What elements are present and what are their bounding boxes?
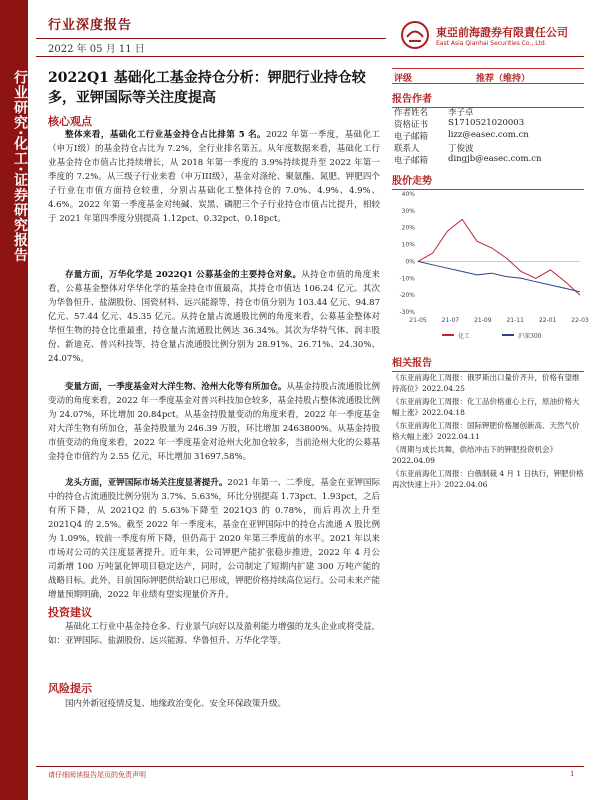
analyst-row <box>392 142 584 154</box>
analyst-key: 资格证书 <box>394 120 429 130</box>
paragraph-lead: 变量方面，一季度基金对大洋生物、沧州大化等有所加仓。 <box>65 382 287 392</box>
x-tick-label: 21-05 <box>409 317 427 324</box>
risk-text: 国内外新冠疫情反复、地缘政治变化、安全环保政策升级。 <box>65 699 287 709</box>
related-heading: 相关报告 <box>392 354 584 372</box>
risk-heading: 风险提示 <box>48 682 92 695</box>
sidebar <box>0 0 28 800</box>
trend-heading: 股价走势 <box>392 172 584 190</box>
legend-label-chem: 化工 <box>458 333 471 340</box>
paragraph-stock <box>48 268 380 366</box>
series-line-hs300 <box>418 261 580 291</box>
paragraph-body: 2022 年第一季度，基础化工（申万I级）的基金持仓占比为 7.2%，全行业排名第五。从年度数据来看，基础化工行业基金持仓市值占比持续增长，从 2018 年第一季度的 3.9%持续提升至 2022 年第一季度的 7.2%。从三级子行业来看（申万III级），基金对涤纶、聚氨酯、氮肥、钾肥四个子行业在市值方面持仓较重，分别占基础化工整体持仓的 7.0%、4.9%、4.9%、4.6%。2022 年第一季度基金对纯碱、炭黑、磷肥三个子行业持仓市值占比提升，相较于 2021 年第四季度分别提高 1.12pct、0.32pct、0.18pct。 <box>48 130 380 224</box>
invest-text: 基础化工行业中基金持仓多、行业景气向好以及盈利能力增强的龙头企业或将受益，如：亚钾国际、盐湖股份、远兴能源、华鲁恒升、万华化学等。 <box>48 622 380 646</box>
paragraph-lead: 整体来看，基础化工行业基金持仓占比排第 5 名。 <box>65 130 267 140</box>
paragraph-lead: 龙头方面，亚钾国际市场关注度显著提升。 <box>65 478 228 488</box>
legend-swatch-chem <box>442 334 454 336</box>
invest-heading: 投资建议 <box>48 606 92 619</box>
analyst-key: 联系人 <box>394 144 420 154</box>
rating-box <box>392 68 584 84</box>
company-logo-icon <box>400 20 430 50</box>
related-report-item[interactable]: 《东亚前海化工周报：国际钾肥价格屡创新高、天然气价格大幅上涨》2022.04.11 <box>392 421 580 441</box>
analyst-email-link[interactable]: dingjb@easec.com.cn <box>448 154 542 164</box>
rating-value: 推荐（维持） <box>476 74 531 84</box>
y-tick-label: 10% <box>401 241 415 249</box>
price-trend-chart <box>392 188 589 328</box>
series-line-chem <box>418 219 580 295</box>
paragraph-overall <box>48 128 380 226</box>
y-tick-label: 0% <box>405 258 415 266</box>
header-divider-bottom <box>36 56 584 57</box>
paragraph-lead: 存量方面，万华化学是 2022Q1 公募基金的主要持仓对象。 <box>65 270 302 280</box>
x-tick-label: 22-03 <box>571 317 589 324</box>
page-title: 2022Q1 基础化工基金持仓分析：钾肥行业持仓较多，亚钾国际等关注度提高 <box>48 70 366 106</box>
x-tick-label: 21-09 <box>474 317 492 324</box>
y-tick-label: 20% <box>401 224 415 232</box>
analyst-key: 作者姓名 <box>394 108 429 118</box>
disclaimer-note: 请仔细阅读报告尾页的免责声明 <box>48 771 146 779</box>
analyst-row <box>392 154 584 166</box>
y-tick-label: 40% <box>401 191 415 198</box>
analyst-email-link[interactable]: lizz@easec.com.cn <box>448 130 529 140</box>
y-tick-label: -20% <box>399 292 415 300</box>
chart-legend <box>392 332 584 346</box>
report-date: 2022 年 05 月 11 日 <box>48 44 145 55</box>
related-report-item[interactable]: 《东亚前海化工周报：白俄制裁 4 月 1 日执行，钾肥价格再次快速上升》2022.04.06 <box>392 469 584 489</box>
related-report-item[interactable]: 《周期与成长共舞，供给冲击下的钾肥投资机会》2022.04.09 <box>392 445 557 465</box>
related-report-item[interactable]: 《东亚前海化工周报：俄罗斯出口量价齐升，价格有望维持高位》2022.04.25 <box>392 373 580 393</box>
analyst-key: 电子邮箱 <box>394 132 429 142</box>
related-report-item[interactable]: 《东亚前海化工周报：化工品价格重心上行，原油价格大幅上涨》2022.04.18 <box>392 397 580 417</box>
report-type: 行业深度报告 <box>48 18 133 33</box>
paragraph-change <box>48 380 380 464</box>
analyst-value: 丁俊波 <box>448 144 474 154</box>
company-name-cn: 東亞前海證券有限責任公司 <box>436 26 568 39</box>
x-tick-label: 22-01 <box>538 317 557 324</box>
legend-swatch-hs300 <box>502 334 514 336</box>
page-number: 1 <box>570 770 575 778</box>
sidebar-label: 行业研究·化工·证券研究报告 <box>12 70 28 263</box>
paragraph-leader <box>48 476 380 602</box>
company-name-en: East Asia Qianhai Securities Co., Ltd. <box>436 40 547 47</box>
y-tick-label: -10% <box>399 275 415 283</box>
x-tick-label: 21-11 <box>506 317 524 324</box>
header-divider <box>36 38 386 39</box>
x-tick-label: 21-07 <box>441 317 460 324</box>
analyst-row <box>392 118 584 130</box>
paragraph-body: 2021 年第一、二季度，基金在亚钾国际中的持仓占流通股比例分别为 3.7%、5.63%，环比分别提高 1.73pct、1.93pct，之后有所下降，从 2021Q2 的 5.63%下降至 2021Q3 的 0.78%，而后再次上升至 2021Q4 的 2.5%。截至 2022 年一季度末，基金在亚钾国际中的持仓占流通 A 股比例为 1.09%，较前一季度有所下降，但仍高于 2020 年第三季度前的水平。2021 年以来市场对公司的关注度显著提升。近年来，公司钾肥产能扩张稳步推进，2022 年 4 月公司新增 100 万吨氯化钾项目稳定达产，同时，公司制定了短期内扩建 300 万吨产能的战略目标。此外，目前国际钾肥供给缺口已形成，钾肥价格持续高位运行。公司未来产能增量预期明确，2022 年业绩有望实现量价齐升。 <box>48 478 380 600</box>
core-view-heading: 核心观点 <box>48 115 92 128</box>
paragraph-body: 从基金持股占流通股比例变动的角度来看，2022 年一季度基金对普兴科技加仓较多，基金持股占整体流通股比例为 24.07%，环比增加 20.84pct。从基金持股量变动的角度来看，2022 年一季度基金对大洋生物有所加仓，基金持股量为 246.39 万股，环比增加 2463800%。从基金持股市值变动的角度来看，2022 年一季度基金对沧州大化加仓较多，当前沧州大化的公募基金持仓市值约为 2.55 亿元，环比增加 31697.58%。 <box>48 382 380 462</box>
y-tick-label: -30% <box>399 309 415 316</box>
analyst-heading: 报告作者 <box>392 90 584 108</box>
rating-label: 评级 <box>394 74 413 84</box>
analyst-key: 电子邮箱 <box>394 156 429 166</box>
analyst-row <box>392 130 584 142</box>
footer-divider <box>36 766 584 767</box>
paragraph-body: 从持仓市值的角度来看，公募基金整体对华华化学的基金持仓市值最高，其持仓市值达 106.24 亿元。其次为华鲁恒升、盐湖股份、国瓷材料、远兴能源等，持仓市值分别为 103.44 亿元、94.87 亿元、57.44 亿元、45.35 亿元。从持仓量占流通股比例的角度来看，公募基金整体对华恒生物的持仓比重最重，持仓量占流通股比例达 36.34%。其次为华特气体、润丰股份、新迪克、普兴科技等，持仓量占流通股比例分别为 28.91%、26.71%、24.30%、24.07%。 <box>48 270 380 364</box>
analyst-value: S1710521020003 <box>448 118 525 128</box>
legend-label-hs300: 沪深300 <box>518 333 542 340</box>
analyst-value: 李子卓 <box>448 108 474 118</box>
analyst-row <box>392 106 584 118</box>
y-tick-label: 30% <box>401 207 415 215</box>
